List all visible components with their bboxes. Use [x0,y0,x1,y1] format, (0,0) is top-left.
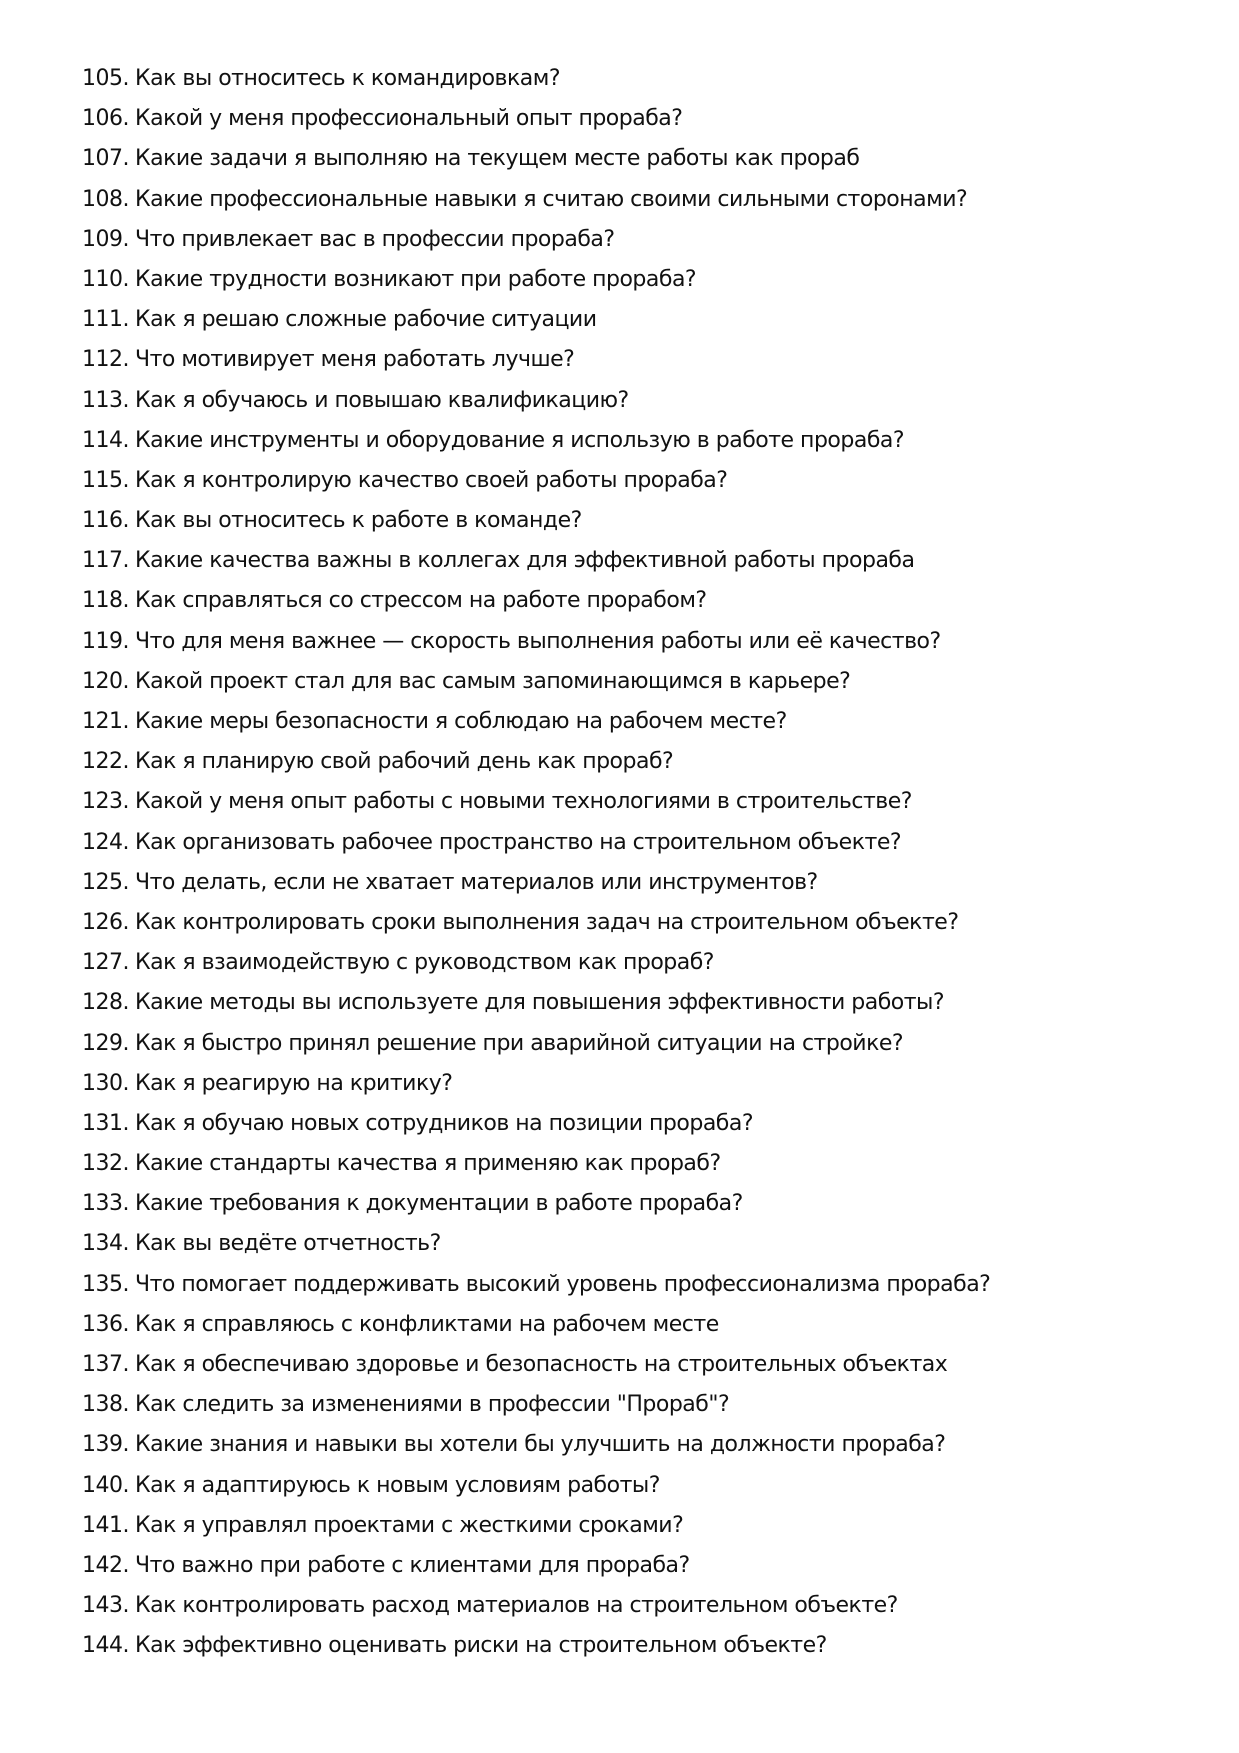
question-text: Как контролировать расход материалов на строительном объекте? [134,1593,898,1619]
question-text: Как я быстро принял решение при аварийной ситуации на стройке? [134,1030,904,1056]
question-number: 144. [82,1633,129,1659]
question-number: 137. [82,1352,129,1377]
question-number: 115. [82,467,129,493]
question-text: Как я обучаю новых сотрудников на позиции прораба? [134,1110,754,1136]
list-item [82,705,990,745]
question-number: 141. [82,1512,129,1538]
list-item [82,1187,990,1227]
question-number: 135. [82,1271,129,1297]
question-number: 136. [82,1311,129,1337]
list-item [82,625,990,665]
question-text: Как вы ведёте отчетность? [134,1231,441,1257]
question-number: 118. [82,588,129,614]
question-number: 117. [82,548,129,574]
question-text: Как я справляюсь с конфликтами на рабочем месте [134,1311,719,1337]
question-list [82,62,990,1670]
question-text: Как я обеспечиваю здоровье и безопасность на строительных объектах [134,1352,948,1377]
question-number: 138. [82,1392,129,1418]
question-text: Что важно при работе с клиентами для прораба? [134,1552,690,1578]
question-text: Как я адаптируюсь к новым условиям работы? [134,1472,660,1498]
question-text: Как я контролирую качество своей работы прораба? [134,467,728,493]
question-number: 124. [82,829,129,855]
question-number: 129. [82,1030,129,1056]
list-item [82,785,990,825]
question-text: Какие стандарты качества я применяю как прораб? [134,1151,721,1177]
question-text: Какие профессиональные навыки я считаю своими сильными сторонами? [134,186,968,212]
question-number: 126. [82,909,129,935]
question-text: Как эффективно оценивать риски на строительном объекте? [134,1633,827,1659]
list-item [82,1268,990,1308]
question-text: Как справляться со стрессом на работе прорабом? [134,588,707,614]
list-item [82,102,990,142]
question-text: Какой проект стал для вас самым запоминающимся в карьере? [134,668,851,694]
list-item [82,1227,990,1267]
list-item [82,946,990,986]
list-item [82,464,990,504]
question-text: Какие требования к документации в работе прораба? [134,1191,743,1217]
list-item [82,745,990,785]
question-number: 142. [82,1552,129,1578]
question-number: 128. [82,990,129,1016]
list-item [82,1027,990,1067]
question-number: 139. [82,1432,129,1458]
list-item [82,1469,990,1509]
question-text: Что для меня важнее — скорость выполнения работы или её качество? [134,628,941,654]
question-text: Что делать, если не хватает материалов или инструментов? [134,869,818,895]
question-number: 131. [82,1110,129,1136]
question-number: 116. [82,508,129,534]
list-item [82,1428,990,1468]
list-item [82,183,990,223]
question-text: Какие знания и навыки вы хотели бы улучшить на должности прораба? [134,1432,946,1458]
question-number: 108. [82,186,129,212]
list-item [82,866,990,906]
list-item [82,986,990,1026]
question-text: Как вы относитесь к командировкам? [134,66,561,91]
question-text: Как контролировать сроки выполнения задач на строительном объекте? [134,909,959,935]
question-number: 133. [82,1191,129,1217]
question-text: Что привлекает вас в профессии прораба? [134,226,615,252]
list-item [82,906,990,946]
question-text: Какие качества важны в коллегах для эффективной работы прораба [134,548,915,574]
list-item [82,504,990,544]
list-item [82,584,990,624]
list-item [82,544,990,584]
question-number: 107. [82,146,129,172]
question-text: Что мотивирует меня работать лучше? [134,347,575,373]
question-text: Как я управлял проектами с жесткими сроками? [134,1512,684,1538]
question-number: 112. [82,347,129,373]
list-item [82,1107,990,1147]
question-text: Как следить за изменениями в профессии "Прораб"? [134,1392,730,1418]
question-number: 130. [82,1070,129,1096]
list-item [82,665,990,705]
list-item [82,62,990,102]
question-number: 134. [82,1231,129,1257]
question-number: 113. [82,387,129,413]
question-text: Какой у меня опыт работы с новыми технологиями в строительстве? [134,789,912,815]
question-text: Как вы относитесь к работе в команде? [134,508,582,534]
list-item [82,223,990,263]
list-item [82,1589,990,1629]
list-item [82,1388,990,1428]
question-number: 121. [82,709,129,734]
question-text: Какие меры безопасности я соблюдаю на рабочем месте? [134,709,787,734]
question-text: Как я реагирую на критику? [134,1070,453,1096]
question-text: Какие методы вы используете для повышения эффективности работы? [134,990,945,1016]
question-text: Какие инструменты и оборудование я использую в работе прораба? [134,427,905,453]
list-item [82,1509,990,1549]
question-text: Как я обучаюсь и повышаю квалификацию? [134,387,629,413]
question-text: Как я взаимодействую с руководством как прораб? [134,950,714,976]
list-item [82,826,990,866]
question-number: 143. [82,1593,129,1619]
list-item [82,1067,990,1107]
list-item [82,1348,990,1388]
question-number: 114. [82,427,129,453]
list-item [82,1629,990,1669]
list-item [82,303,990,343]
list-item [82,1147,990,1187]
question-text: Как я решаю сложные рабочие ситуации [134,307,597,333]
list-item [82,424,990,464]
list-item [82,1549,990,1589]
question-number: 132. [82,1151,129,1177]
list-item [82,142,990,182]
question-number: 110. [82,266,129,292]
list-item [82,343,990,383]
list-item [82,263,990,303]
question-number: 111. [82,307,129,333]
question-number: 125. [82,869,129,895]
question-number: 122. [82,749,129,775]
question-text: Какие трудности возникают при работе прораба? [134,266,697,292]
list-item [82,1308,990,1348]
question-number: 106. [82,106,129,132]
question-number: 109. [82,226,129,252]
question-text: Как организовать рабочее пространство на строительном объекте? [134,829,902,855]
question-text: Какой у меня профессиональный опыт прораба? [134,106,683,132]
question-number: 123. [82,789,129,815]
question-number: 127. [82,950,129,976]
question-number: 119. [82,628,129,654]
question-number: 140. [82,1472,129,1498]
question-text: Какие задачи я выполняю на текущем месте работы как прораб [134,146,860,172]
question-text: Что помогает поддерживать высокий уровень профессионализма прораба? [134,1271,991,1297]
question-text: Как я планирую свой рабочий день как прораб? [134,749,674,775]
question-number: 120. [82,668,129,694]
list-item [82,384,990,424]
question-number: 105. [82,66,129,91]
